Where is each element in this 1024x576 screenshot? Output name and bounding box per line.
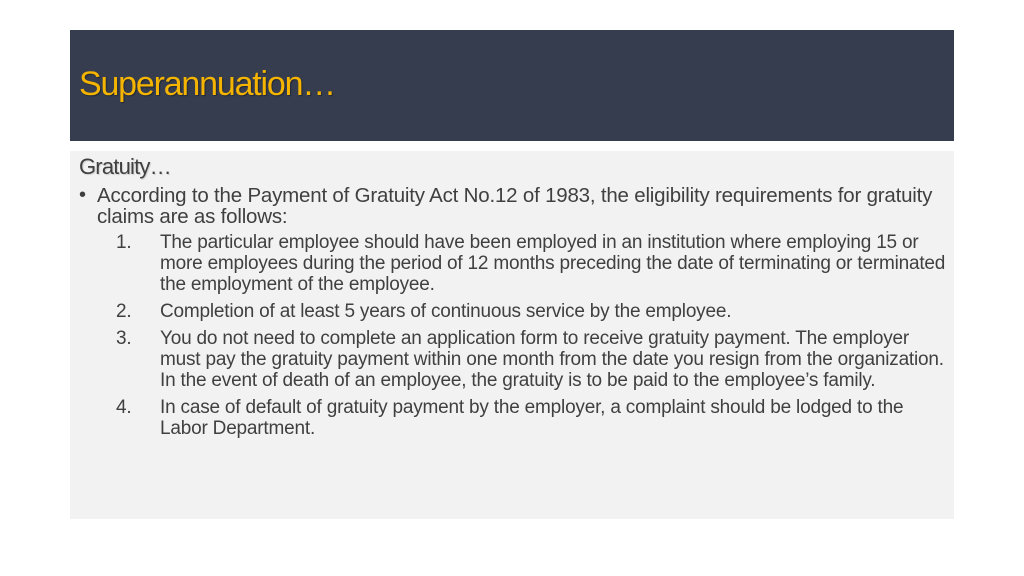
list-item-number: 2. [116,301,132,322]
list-item-text: Completion of at least 5 years of continuous service by the employee. [160,301,732,322]
list-item-text: You do not need to complete an application form to receive gratuity payment. The employer must pay the gratuity payment within one month from the date you resign from the organization. In the event of death of an employee, the gratuity is to be paid to the employee’s family. [160,328,944,391]
list-item [79,301,949,322]
bullet-icon: • [79,184,86,206]
list-item [79,397,949,439]
list-item [79,232,949,295]
list-item-text: The particular employee should have been employed in an institution where employing 15 or more employees during the period of 12 months preceding the date of terminating or terminated the employment of the employee. [160,232,946,295]
title-bar [70,30,954,141]
list-item-number: 1. [116,232,132,253]
bullet-point [79,185,949,227]
list-item-text: In case of default of gratuity payment by the employer, a complaint should be lodged to the Labor Department. [160,397,904,439]
list-item-number: 4. [116,397,132,418]
subheading: Gratuity… [79,154,171,179]
content-body [79,152,949,445]
bullet-text: According to the Payment of Gratuity Act No.12 of 1983, the eligibility requirements for gratuity claims are as follows: [97,184,933,228]
eligibility-list [79,232,949,439]
list-item-number: 3. [116,328,132,349]
content-box [70,151,954,519]
list-item [79,328,949,391]
slide-title: Superannuation… [79,65,336,103]
